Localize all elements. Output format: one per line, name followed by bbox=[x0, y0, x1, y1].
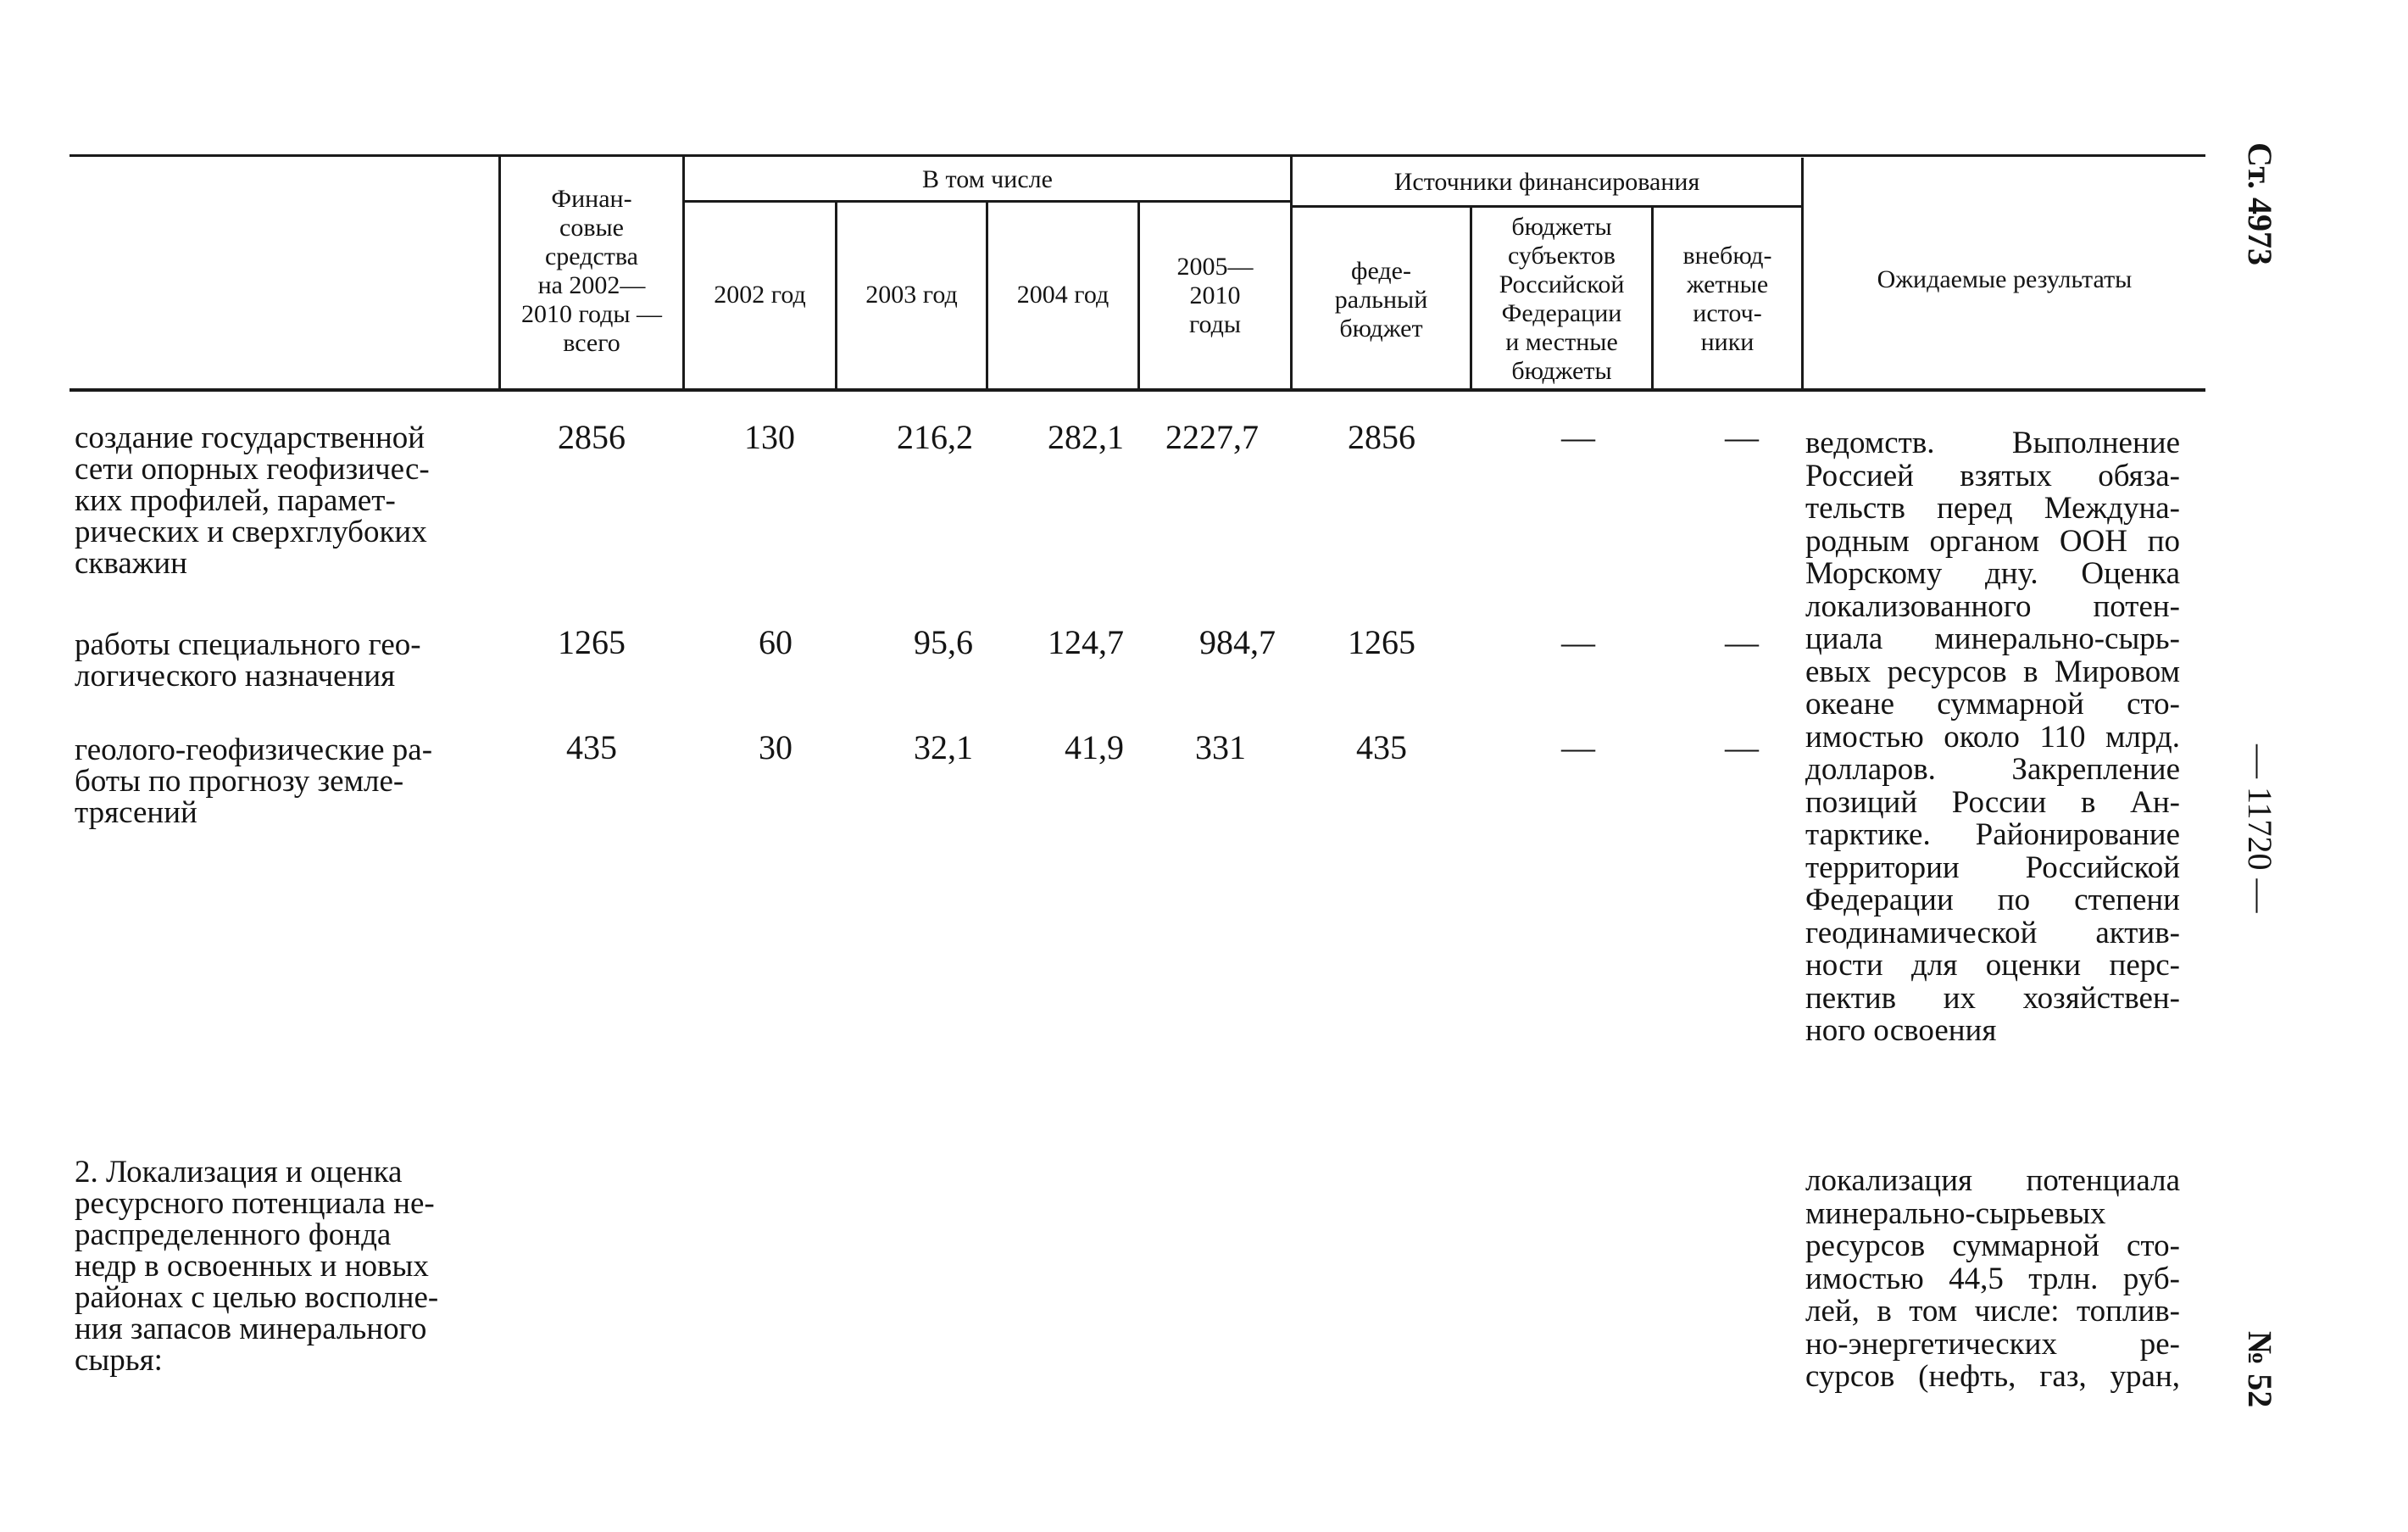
header-regional: бюджеты субъектов Российской Федерации и местные бюджеты bbox=[1499, 213, 1625, 385]
group-header-rule-right bbox=[1293, 205, 1801, 208]
expected-results-2: локализация потенциала минерально-сырьевых ресурсов суммарной сто- имостью 44,5 трлн. руб- лей, в том числе: топлив- но-энергетических ре- сурсов (нефть, газ, уран, bbox=[1805, 1163, 2180, 1394]
row-y2005: 331 bbox=[1195, 728, 1246, 766]
header-extra: внебюд- жетные источ- ники bbox=[1682, 242, 1772, 356]
row-description: геолого-геофизические ра- боты по прогнозу земле- трясений bbox=[75, 733, 433, 830]
row-total: 2856 bbox=[558, 418, 626, 456]
side-issue-number: № 52 bbox=[2241, 1331, 2279, 1408]
row-y2004: 282,1 bbox=[1048, 418, 1124, 456]
row-y2002: 130 bbox=[744, 418, 795, 456]
row-y2002: 30 bbox=[759, 728, 792, 766]
header-incl: В том числе bbox=[922, 165, 1053, 193]
table-top-rule bbox=[70, 154, 2205, 157]
header-results: Ожидаемые результаты bbox=[1877, 265, 2133, 293]
row-y2004: 124,7 bbox=[1048, 623, 1124, 661]
row-y2004: 41,9 bbox=[1065, 728, 1124, 766]
row-description: создание государственной сети опорных геофизичес- ких профилей, парамет- рических и сверхглубоких скважин bbox=[75, 421, 430, 581]
row-total: 1265 bbox=[558, 623, 626, 661]
row-y2005: 2227,7 bbox=[1165, 418, 1259, 456]
row-regional: — bbox=[1561, 623, 1595, 661]
header-2003: 2003 год bbox=[865, 281, 958, 309]
header-finance: Финан- совые средства на 2002— 2010 годы — всего bbox=[520, 185, 663, 357]
row-regional: — bbox=[1561, 418, 1595, 456]
row-y2005: 984,7 bbox=[1199, 623, 1276, 661]
row-regional: — bbox=[1561, 728, 1595, 766]
row-federal: 2856 bbox=[1348, 418, 1415, 456]
section-2-title: 2. Локализация и оценка ресурсного потенциала не- распределенного фонда недр в освоенных и новых районах с целью восполне- ния запасов минерального сырья: bbox=[75, 1155, 439, 1378]
row-extra: — bbox=[1725, 623, 1759, 661]
header-2002: 2002 год bbox=[714, 281, 806, 309]
row-total: 435 bbox=[566, 728, 617, 766]
row-y2003: 216,2 bbox=[897, 418, 973, 456]
side-page-label-top: Ст. 4973 bbox=[2241, 142, 2279, 265]
row-description: работы специального гео- логического назначения bbox=[75, 627, 421, 694]
row-extra: — bbox=[1725, 728, 1759, 766]
row-federal: 435 bbox=[1356, 728, 1407, 766]
header-federal: феде- ральный бюджет bbox=[1334, 257, 1428, 343]
row-y2003: 32,1 bbox=[914, 728, 973, 766]
side-page-number: — 11720 — bbox=[2241, 744, 2279, 913]
expected-results-1: ведомств. Выполнение Россией взятых обяза- тельств перед Междуна- родным органом ООН по Морскому дну. Оценка локализованного потен- циала минерально-сырь- евых ресурсов в Мировом океане суммарной сто- имостью около 110 млрд. долларов. Закрепление позиций России в Ан- тарктике. Районирование территории Российской Федерации по степени геодинамической актив- ности для оценки перс- пектив их хозяйствен- ного освоения bbox=[1805, 426, 2180, 1048]
header-2005-2010: 2005— 2010 годы bbox=[1176, 253, 1254, 338]
header-sources: Источники финансирования bbox=[1393, 168, 1700, 196]
row-extra: — bbox=[1725, 418, 1759, 456]
row-y2002: 60 bbox=[759, 623, 792, 661]
row-y2003: 95,6 bbox=[914, 623, 973, 661]
header-2004: 2004 год bbox=[1016, 281, 1109, 309]
row-federal: 1265 bbox=[1348, 623, 1415, 661]
